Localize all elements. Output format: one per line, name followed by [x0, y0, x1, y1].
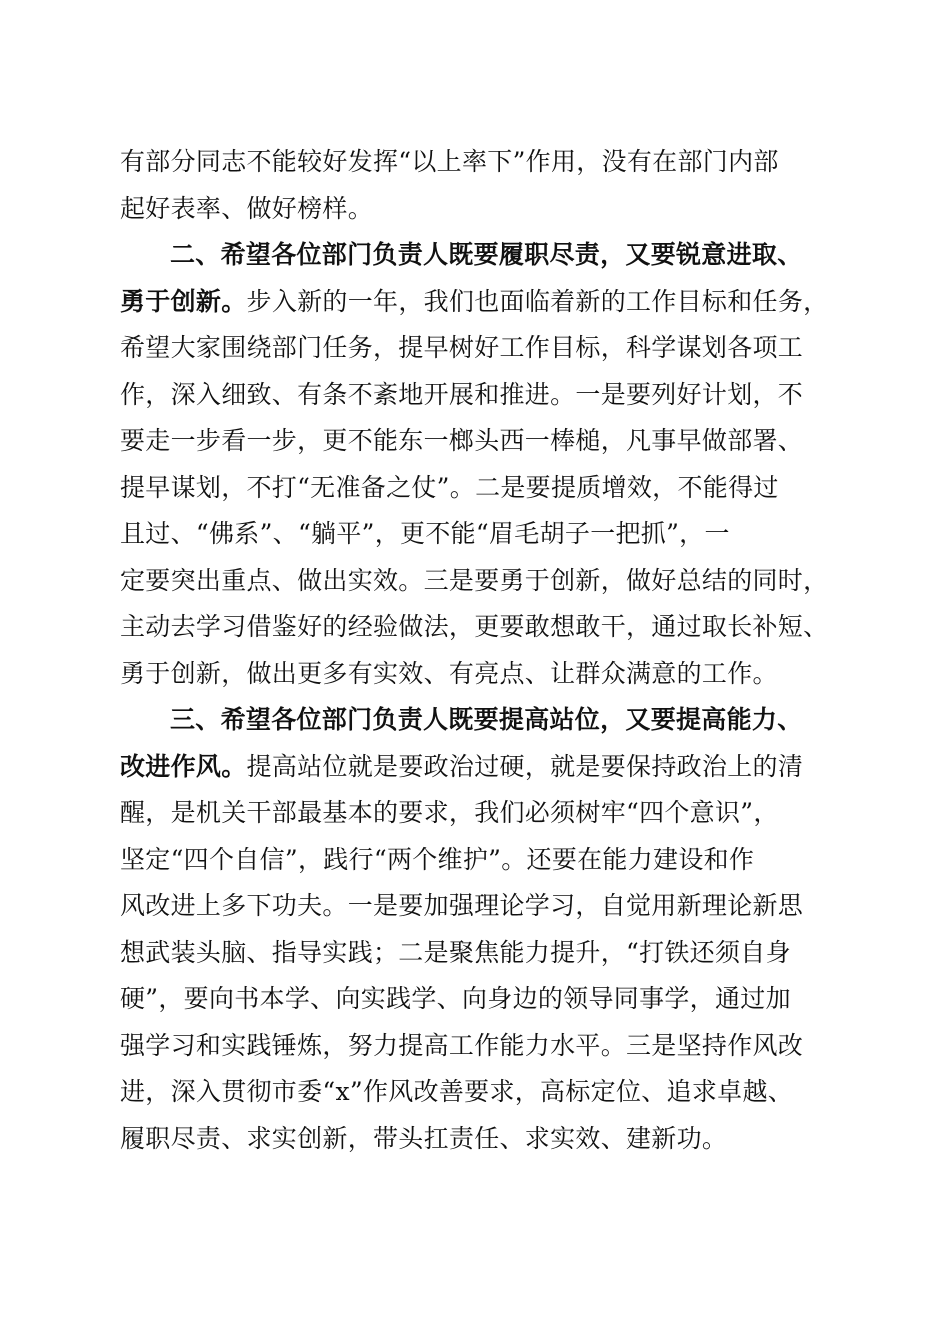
text-line: 有部分同志不能较好发挥“以上率下”作用，没有在部门内部 [120, 147, 779, 176]
paragraph-section-three [120, 697, 830, 1162]
text-run: 提高站位就是要政治过硬，就是要保持政治上的清 [246, 751, 804, 781]
section-heading: 改进作风。 [120, 751, 247, 781]
text-line: 主动去学习借鉴好的经验做法，更要敢想敢干，通过取长补短、 [120, 612, 829, 641]
text-line: 醒，是机关干部最基本的要求，我们必须树牢“四个意识”， [120, 798, 779, 827]
text-line: 硬”，要向书本学、向实践学、向身边的领导同事学，通过加 [120, 984, 791, 1013]
text-line: 履职尽责、求实创新，带头扛责任、求实效、建新功。 [120, 1123, 728, 1153]
text-line: 风改进上多下功夫。一是要加强理论学习，自觉用新理论新思 [120, 891, 804, 920]
text-line: 提早谋划，不打“无准备之仗”。二是要提质增效，不能得过 [120, 472, 779, 502]
text-line: 且过、“佛系”、“躺平”，更不能“眉毛胡子一把抓”，一 [120, 519, 730, 548]
text-line: 想武装头脑、指导实践；二是聚焦能力提升，“打铁还须自身 [120, 937, 791, 967]
text-line [120, 279, 830, 326]
paragraph-section-two [120, 232, 830, 697]
text-line: 定要突出重点、做出实效。三是要勇于创新，做好总结的同时， [120, 565, 829, 595]
text-line: 进，深入贯彻市委“x”作风改善要求，高标定位、追求卓越、 [120, 1077, 794, 1106]
text-line: 坚定“四个自信”，践行“两个维护”。还要在能力建设和作 [120, 844, 755, 874]
text-line: 作，深入细致、有条不紊地开展和推进。一是要列好计划，不 [120, 379, 804, 409]
section-heading: 勇于创新。 [120, 286, 247, 316]
section-heading: 二、希望各位部门负责人既要履职尽责，又要锐意进取、 [170, 240, 803, 269]
paragraph-continuation [120, 139, 830, 232]
text-run: 步入新的一年，我们也面临着新的工作目标和任务， [246, 286, 829, 316]
text-line: 勇于创新，做出更多有实效、有亮点、让群众满意的工作。 [120, 658, 778, 688]
text-line: 起好表率、做好榜样。 [120, 193, 374, 223]
text-line: 希望大家围绕部门任务，提早树好工作目标，科学谋划各项工 [120, 333, 804, 362]
text-line: 要走一步看一步，更不能东一榔头西一棒槌，凡事早做部署、 [120, 426, 804, 455]
document-body [120, 139, 830, 1162]
text-line [120, 744, 830, 791]
section-heading: 三、希望各位部门负责人既要提高站位，又要提高能力、 [170, 705, 803, 734]
text-line: 强学习和实践锤炼，努力提高工作能力水平。三是坚持作风改 [120, 1030, 804, 1060]
